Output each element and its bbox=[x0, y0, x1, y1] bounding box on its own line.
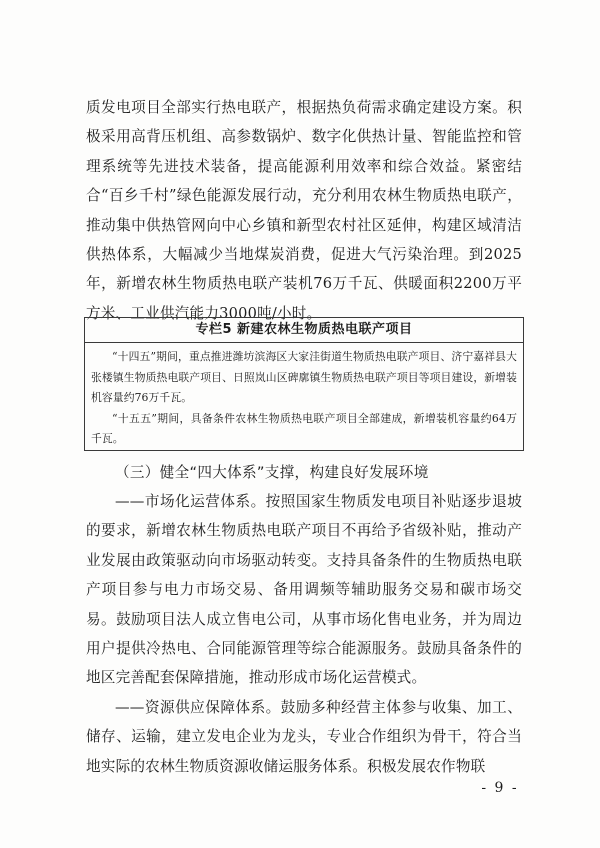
resource-supply-paragraph: ——资源供应保障体系。鼓励多种经营主体参与收集、加工、储存、运输，建立发电企业为龙头，专业合作组织为骨干，符合当地实际的农林生物质资源收储运服务体系。积极发展农作物联 bbox=[86, 698, 522, 775]
body-section bbox=[86, 487, 522, 781]
market-operation-paragraph: ——市场化运营体系。按照国家生物质发电项目补贴逐步退坡的要求，新增农林生物质热电联产项目不再给予省级补贴，推动产业发展由政策驱动向市场驱动转变。支持具备条件的生物质热电联产项目参与电力市场交易、备用调频等辅助服务交易和碳市场交易。鼓励项目法人成立售电公司，从事市场化售电业务，并为周边用户提供冷热电、合同能源管理等综合能源服务。鼓励具备条件的地区完善配套保障措施，推动形成市场化运营模式。 bbox=[86, 493, 522, 687]
feature-box-paragraph-2: “十五五”期间，具备条件农林生物质热电联产项目全部建成，新增装机容量约64万千瓦。 bbox=[91, 411, 517, 446]
feature-box-body bbox=[85, 343, 523, 450]
feature-box-paragraph-1: “十四五”期间，重点推进潍坊滨海区大家洼街道生物质热电联产项目、济宁嘉祥县大张楼镇生物质热电联产项目、日照岚山区碑廓镇生物质热电联产项目等项目建设，新增装机容量约76万千瓦。 bbox=[91, 350, 517, 405]
section-heading: （三）健全“四大体系”支撑，构建良好发展环境 bbox=[115, 464, 429, 481]
feature-box bbox=[84, 317, 524, 451]
feature-box-title: 专栏5 新建农林生物质热电联产项目 bbox=[85, 318, 523, 343]
body-paragraph-continued: 质发电项目全部实行热电联产，根据热负荷需求确定建设方案。积极采用高背压机组、高参数锅炉、数字化供热计量、智能监控和管理系统等先进技术装备，提高能源利用效率和综合效益。紧密结合“百乡千村”绿色能源发展行动，充分利用农林生物质热电联产，推动集中供热管网向中心乡镇和新型农村社区延伸，构建区域清洁供热体系，大幅减少当地煤炭消费，促进大气污染治理。到2025年，新增农林生物质热电联产装机76万千瓦、供暖面积2200万平方米、工业供汽能力3000吨/小时。 bbox=[86, 99, 522, 322]
page-number: - 9 - bbox=[481, 780, 519, 796]
